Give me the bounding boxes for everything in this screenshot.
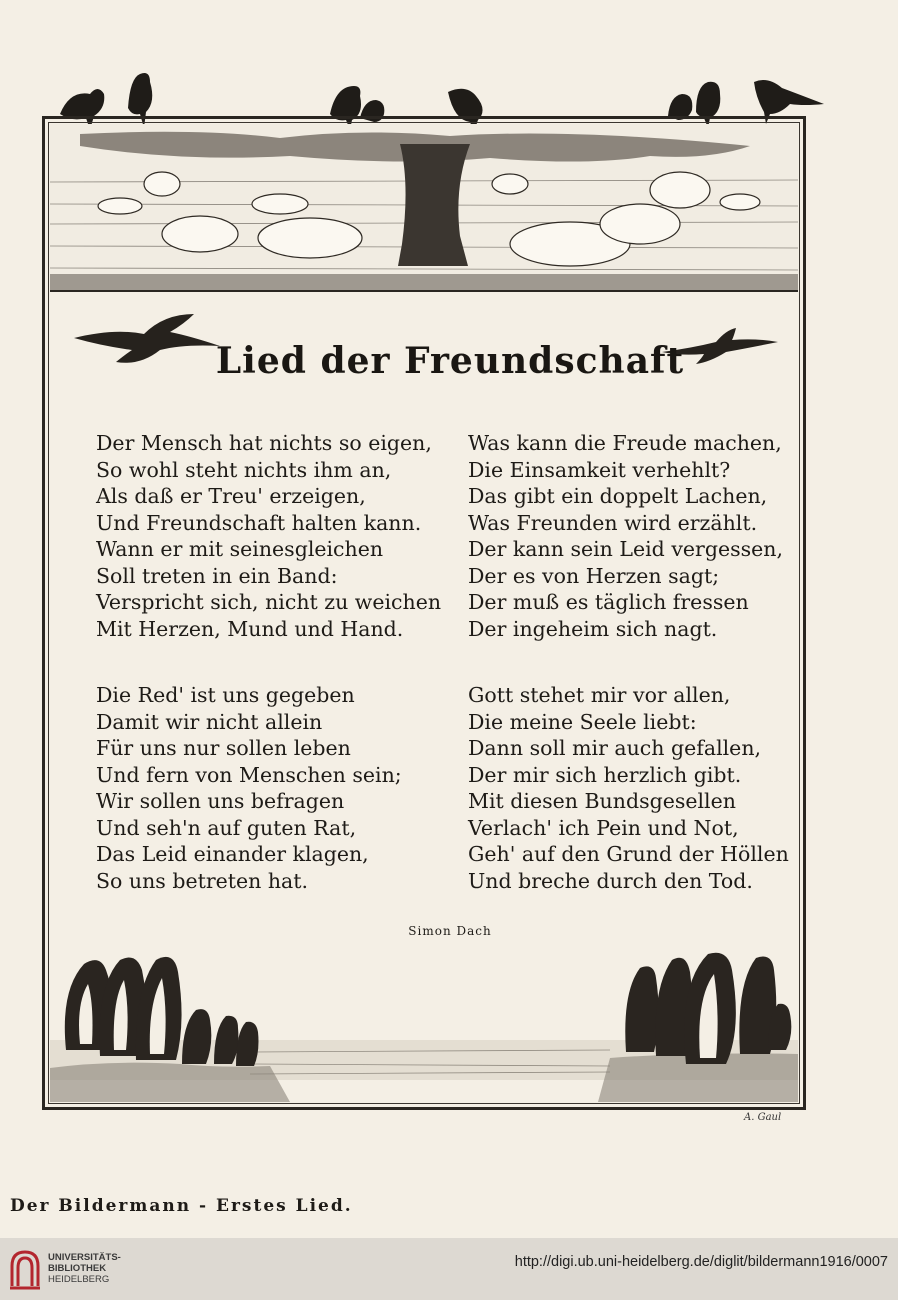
stanza-1 [96,430,441,642]
stanza-2 [468,430,783,642]
verse-line: Und Freundschaft halten kann. [96,510,422,535]
verse-line: Mit diesen Bundsgesellen [468,789,736,813]
verse-line: Die Einsamkeit verhehlt? [468,457,731,482]
running-footer: Der Bildermann - Erstes Lied. [10,1196,353,1216]
verse-line: Die Red' ist uns gegeben [96,683,355,707]
verse-line: Für uns nur sollen leben [96,736,351,760]
verse-line: Der kann sein Leid vergessen, [468,537,783,561]
verse-line: Was Freunden wird erzählt. [468,510,758,535]
verse-line: Verlach' ich Pein und Not, [468,815,739,840]
stanza-4 [468,682,789,894]
verse-line: Und breche durch den Tod. [468,868,753,893]
verse-line: So uns betreten hat. [96,868,309,893]
poem-title: Lied der Freundschaft [215,340,685,382]
verse-line: Und seh'n auf guten Rat, [96,815,357,840]
library-name-line: BIBLIOTHEK [48,1263,107,1274]
verse-line: Gott stehet mir vor allen, [468,683,731,707]
permalink-url[interactable]: http://digi.ub.uni-heidelberg.de/diglit/bildermann1916/0007 [514,1254,888,1270]
verse-line: Was kann die Freude machen, [468,431,782,455]
verse-line: Die meine Seele liebt: [468,709,697,734]
verse-line: Das gibt ein doppelt Lachen, [468,484,768,508]
verse-line: Der muß es täglich fressen [468,590,749,614]
verse-line: Der Mensch hat nichts so eigen, [96,431,432,455]
verse-line: Das Leid einander klagen, [96,842,369,866]
verse-line: Mit Herzen, Mund und Hand. [96,616,404,641]
verse-line: Als daß er Treu' erzeigen, [96,484,366,508]
verse-line: Dann soll mir auch gefallen, [468,736,762,760]
poem-author: Simon Dach [408,924,492,938]
stanza-3 [96,682,402,894]
library-name-line: UNIVERSITÄTS- [48,1252,121,1263]
library-footer [0,1238,898,1300]
penguins-illustration [50,940,798,1102]
verse-line: So wohl steht nichts ihm an, [96,457,392,482]
verse-line: Geh' auf den Grund der Höllen [468,842,789,866]
artist-signature: A. Gaul [744,1112,782,1123]
verse-line: Soll treten in ein Band: [96,563,338,588]
library-name-line: HEIDELBERG [48,1274,110,1285]
sheep-tree-illustration [50,124,798,292]
library-logo-icon[interactable] [8,1246,42,1292]
verse-line: Der es von Herzen sagt; [468,563,720,588]
verse-line: Der mir sich herzlich gibt. [468,762,742,787]
library-name[interactable] [48,1252,121,1285]
verse-line: Wir sollen uns befragen [96,789,345,813]
verse-line: Wann er mit seinesgleichen [96,537,384,561]
verse-line: Der ingeheim sich nagt. [468,616,718,641]
verse-line: Verspricht sich, nicht zu weichen [96,590,442,614]
verse-line: Damit wir nicht allein [96,709,323,734]
verse-line: Und fern von Menschen sein; [96,762,402,787]
